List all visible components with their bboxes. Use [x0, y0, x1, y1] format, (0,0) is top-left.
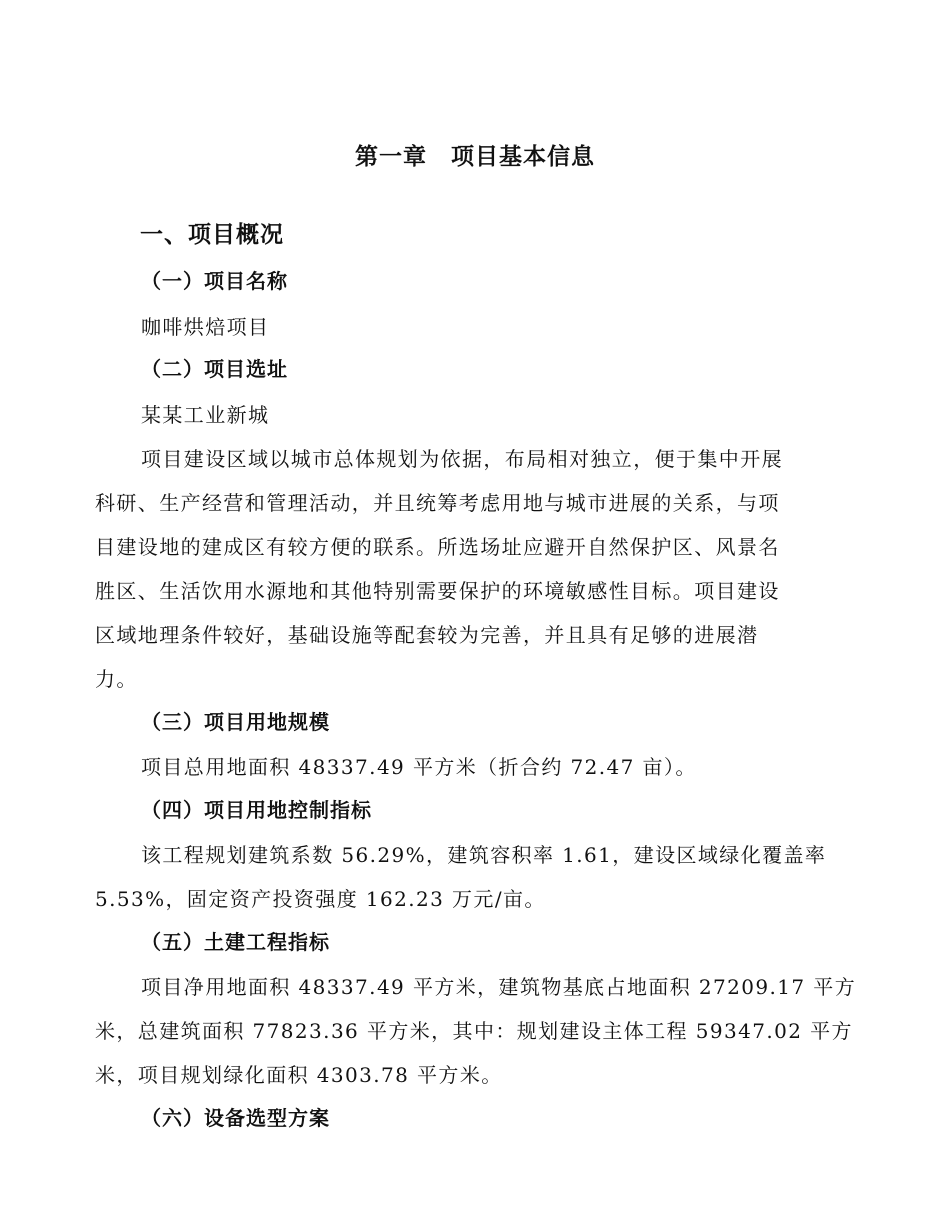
subsection-heading-equipment: （六）设备选型方案: [141, 1106, 330, 1130]
project-name-text: 咖啡烘焙项目: [141, 315, 270, 339]
subsection-heading-name: （一）项目名称: [141, 269, 288, 293]
paragraph-line: 项目建设区域以城市总体规划为依据，布局相对独立，便于集中开展: [141, 447, 783, 471]
section-heading: 一、项目概况: [140, 222, 284, 248]
subsection-heading-civil-works: （五）土建工程指标: [141, 930, 330, 954]
paragraph-line: 项目总用地面积 48337.49 平方米（折合约 72.47 亩）。: [141, 755, 697, 779]
subsection-heading-land-control: （四）项目用地控制指标: [141, 798, 372, 822]
paragraph-line: 力。: [95, 667, 138, 691]
subsection-heading-land-scale: （三）项目用地规模: [141, 710, 330, 734]
paragraph-line: 5.53%，固定资产投资强度 162.23 万元/亩。: [95, 887, 546, 911]
paragraph-line: 胜区、生活饮用水源地和其他特别需要保护的环境敏感性目标。项目建设: [95, 579, 780, 603]
paragraph-line: 米，总建筑面积 77823.36 平方米，其中：规划建设主体工程 59347.02 平方: [95, 1019, 853, 1043]
site-location-text: 某某工业新城: [141, 403, 270, 427]
paragraph-line: 该工程规划建筑系数 56.29%，建筑容积率 1.61，建设区域绿化覆盖率: [141, 843, 827, 867]
paragraph-line: 项目净用地面积 48337.49 平方米，建筑物基底占地面积 27209.17 平方: [141, 975, 857, 999]
paragraph-line: 目建设地的建成区有较方便的联系。所选场址应避开自然保护区、风景名: [95, 535, 780, 559]
paragraph-line: 科研、生产经营和管理活动，并且统筹考虑用地与城市进展的关系，与项: [95, 491, 780, 515]
subsection-heading-site: （二）项目选址: [141, 357, 288, 381]
chapter-title: 第一章 项目基本信息: [355, 144, 595, 170]
paragraph-line: 米，项目规划绿化面积 4303.78 平方米。: [95, 1063, 503, 1087]
paragraph-line: 区域地理条件较好，基础设施等配套较为完善，并且具有足够的进展潜: [95, 623, 759, 647]
